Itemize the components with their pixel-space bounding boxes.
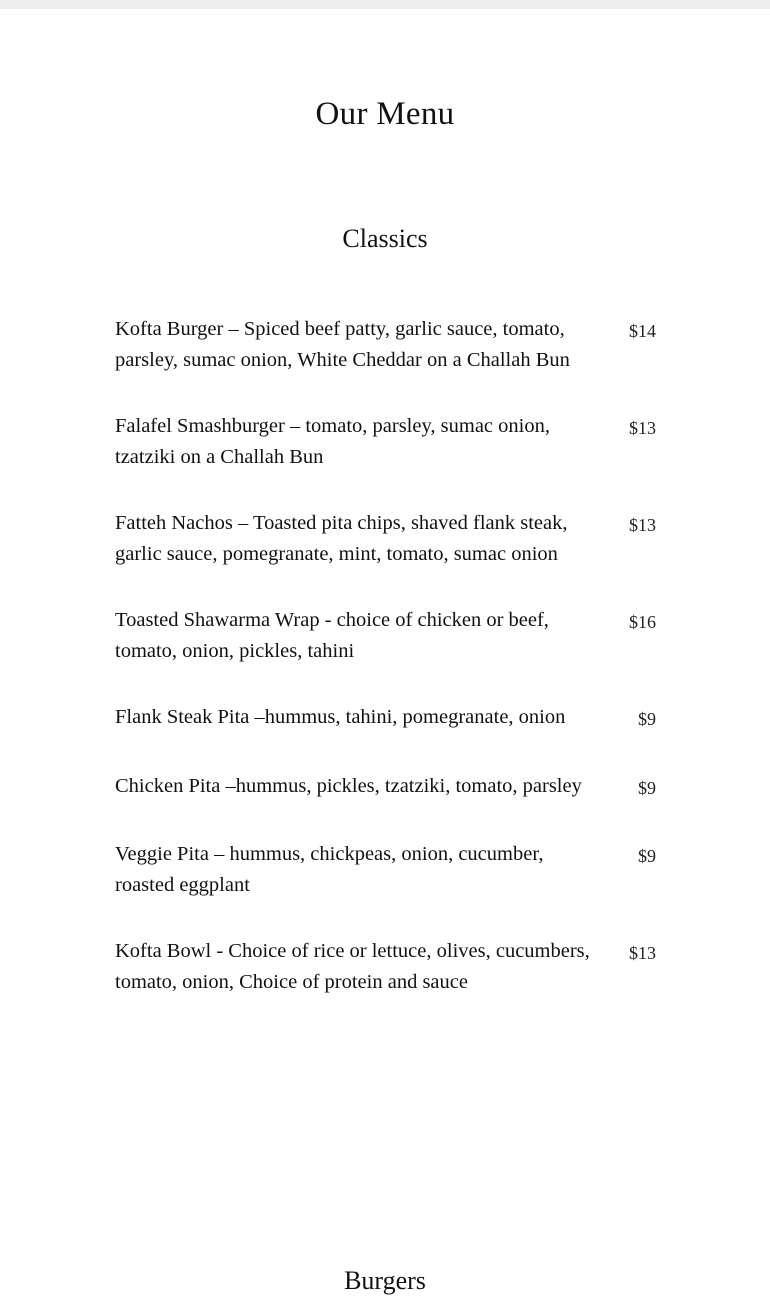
menu-item-chicken-pita bbox=[115, 771, 656, 804]
menu-item-kofta-bowl bbox=[115, 936, 656, 997]
menu-item-description: Kofta Bowl - Choice of rice or lettuce, olives, cucumbers, tomato, onion, Choice of protein and sauce bbox=[115, 940, 590, 993]
menu-item-kofta-burger bbox=[115, 314, 656, 375]
menu-item-description: Veggie Pita – hummus, chickpeas, onion, cucumber, roasted eggplant bbox=[115, 843, 544, 896]
classics-menu-list bbox=[115, 314, 656, 1033]
menu-item-toasted-shawarma-wrap bbox=[115, 605, 656, 666]
menu-item-description: Falafel Smashburger – tomato, parsley, sumac onion, tzatziki on a Challah Bun bbox=[115, 415, 550, 468]
menu-item-price: $16 bbox=[629, 612, 656, 632]
menu-item-fatteh-nachos bbox=[115, 508, 656, 569]
menu-item-description: Toasted Shawarma Wrap - choice of chicken or beef, tomato, onion, pickles, tahini bbox=[115, 609, 549, 662]
section-title-burgers: Burgers bbox=[344, 1266, 426, 1295]
menu-item-price: $9 bbox=[638, 846, 656, 866]
section-title-classics: Classics bbox=[342, 224, 428, 253]
menu-item-price: $14 bbox=[629, 321, 656, 341]
menu-item-flank-steak-pita bbox=[115, 702, 656, 735]
menu-item-price: $13 bbox=[629, 418, 656, 438]
menu-item-price: $13 bbox=[629, 943, 656, 963]
top-strip bbox=[0, 0, 770, 9]
menu-item-price: $9 bbox=[638, 777, 656, 798]
menu-item-falafel-smashburger bbox=[115, 411, 656, 472]
menu-item-veggie-pita bbox=[115, 839, 656, 900]
menu-item-description: Fatteh Nachos – Toasted pita chips, shaved flank steak, garlic sauce, pomegranate, mint, tomato, sumac onion bbox=[115, 512, 568, 565]
menu-item-description: Kofta Burger – Spiced beef patty, garlic sauce, tomato, parsley, sumac onion, White Cheddar on a Challah Bun bbox=[115, 318, 570, 371]
menu-item-price: $13 bbox=[629, 515, 656, 535]
menu-item-description: Flank Steak Pita –hummus, tahini, pomegranate, onion bbox=[115, 706, 566, 728]
page-title: Our Menu bbox=[315, 96, 455, 132]
menu-item-price: $9 bbox=[638, 709, 656, 729]
menu-item-description: Chicken Pita –hummus, pickles, tzatziki, tomato, parsley bbox=[115, 774, 582, 797]
